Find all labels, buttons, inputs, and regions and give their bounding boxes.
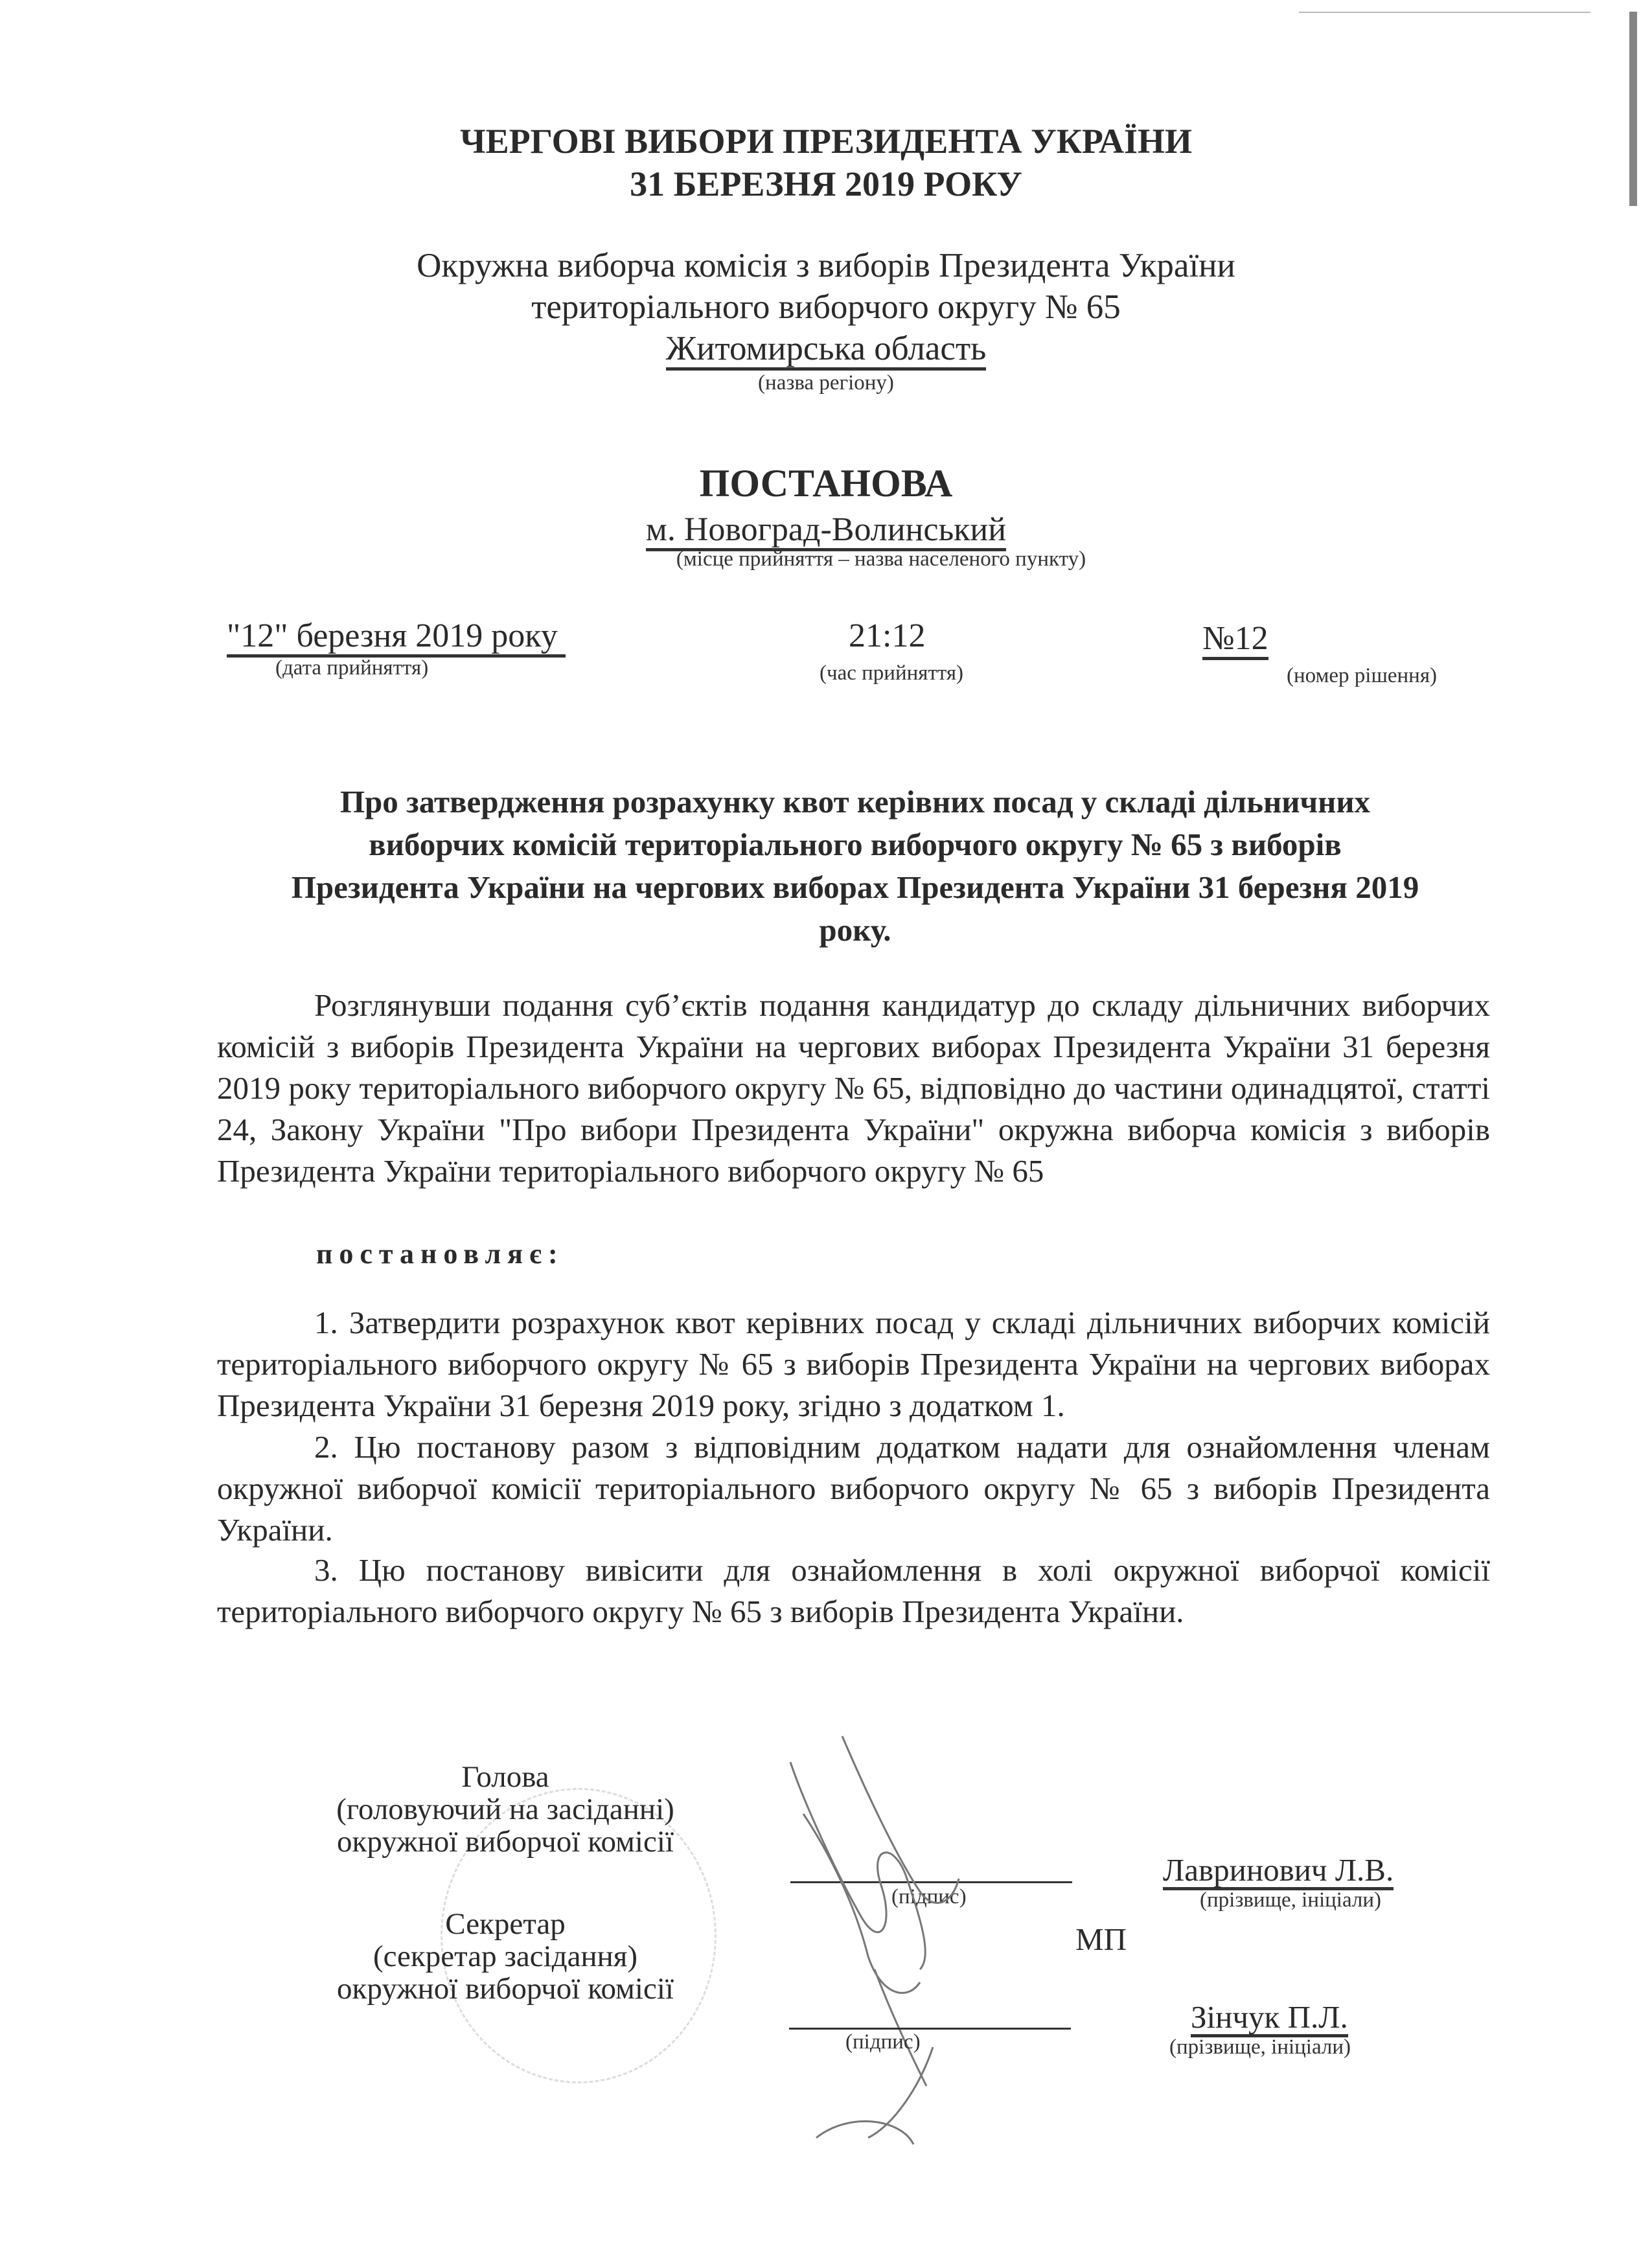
decision-number: №12 [1202,622,1268,660]
adoption-time: 21:12 [849,617,926,654]
chair-signature-caption: (підпис) [891,1885,967,1908]
adoption-date: "12" березня 2019 року [227,619,566,658]
chair-subtitle: (головуючий на засіданні) [336,1793,674,1826]
chair-name: Лавринович Л.В. [1163,1854,1394,1890]
place-caption: (місце прийняття – назва населеного пункту) [676,547,1086,571]
chair-title: Голова [461,1760,549,1794]
decree-item-3: 3. Цю постанову вивісити для ознайомлення в холі окружної виборчої комісії територіального виборчого округу № 65 з виборів Президента України. [217,1552,1490,1629]
region-name: Житомирська область [666,332,987,371]
subject-line4: року. [819,912,891,948]
commission-line2: територіального виборчого округу № 65 [531,288,1121,326]
number-caption: (номер рішення) [1287,664,1438,687]
decree-item-1: 1. Затвердити розрахунок квот керівних посад у складі дільничних виборчих комісій територіального виборчого округу № 65 з виборів Президента України на чергових виборах Президента України 31 березня 2019 року, згідно з додатком 1. [217,1305,1490,1423]
election-title [0,120,1652,205]
commission-name [0,245,1652,371]
secretary-subtitle: (секретар засідання) [373,1940,638,1973]
secretary-title-block [285,1908,726,2005]
election-title-line1: ЧЕРГОВІ ВИБОРИ ПРЕЗИДЕНТА УКРАЇНИ [459,122,1193,161]
secretary-signature-caption: (підпис) [845,2030,921,2054]
time-caption: (час прийняття) [820,661,964,685]
subject-line3: Президента України на чергових виборах Президента України 31 березня 2019 [291,869,1419,905]
decree-item-2: 2. Цю постанову разом з відповідним додатком надати для ознайомлення членам окружної виборчої комісії територіального виборчого округу № 65 з виборів Президента України. [217,1429,1490,1548]
date-caption: (дата прийняття) [275,656,429,680]
seal-mark: МП [1075,1921,1127,1957]
secretary-body: окружної виборчої комісії [337,1972,674,2006]
scan-artifact-line [1299,12,1590,13]
secretary-title: Секретар [445,1907,566,1941]
region-caption: (назва регіону) [758,371,894,395]
subject-line2: виборчих комісій територіального виборчого округу № 65 з виборів [369,827,1342,862]
subject-heading [214,781,1497,952]
election-title-line2: 31 БЕРЕЗНЯ 2019 РОКУ [630,165,1022,203]
subject-line1: Про затвердження розрахунку квот керівних посад у складі дільничних [339,784,1371,819]
secretary-signature-line [789,2028,1071,2030]
chair-body: окружної виборчої комісії [337,1825,674,1859]
signature-scribble-icon [764,1723,1101,2190]
chair-title-block [285,1761,726,1858]
document-type: ПОСТАНОВА [699,462,953,505]
secretary-name: Зінчук П.Л. [1191,2001,1348,2037]
preamble-paragraph: Розглянувши подання суб’єктів подання кандидатур до складу дільничних виборчих комісій з виборів Президента України на чергових виборах Президента України 31 березня 2019 року територіального виборчого округу № 65, відповідно до частини одинадцятої, статті 24, Закону України "Про вибори Президента України" окружна виборча комісія з виборів Президента України територіального виборчого округу № 65 [217,987,1490,1189]
adoption-place: м. Новоград-Волинський [646,513,1006,551]
secretary-name-caption: (прізвище, ініціали) [1169,2035,1351,2059]
chair-name-caption: (прізвище, ініціали) [1200,1888,1382,1912]
decree-word: постановляє: [316,1238,564,1270]
commission-line1: Окружна виборча комісія з виборів Президента України [417,247,1235,284]
